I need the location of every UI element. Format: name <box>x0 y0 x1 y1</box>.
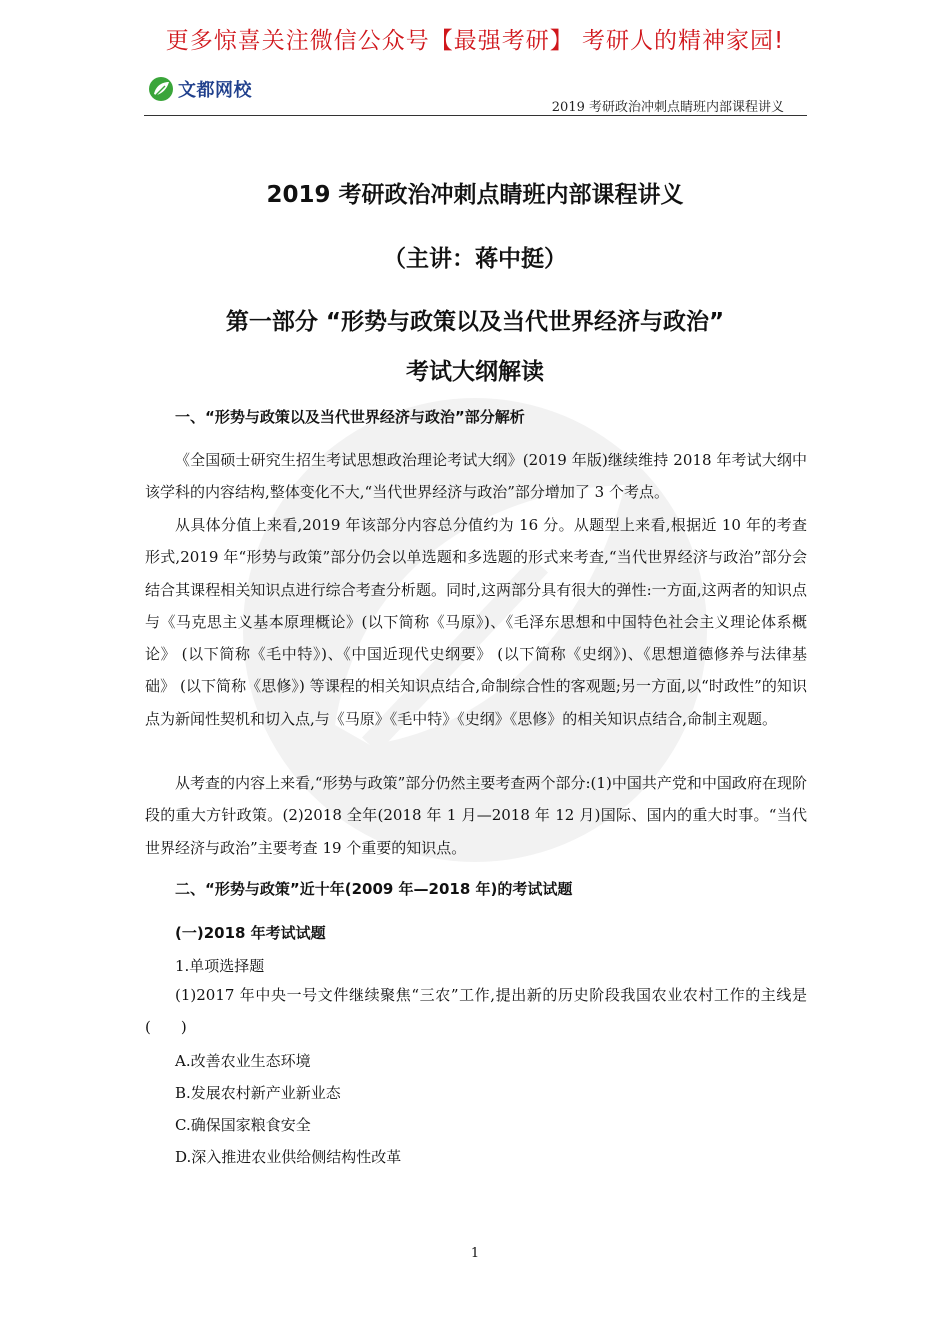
paragraph: 从考查的内容上来看,“形势与政策”部分仍然主要考查两个部分:(1)中国共产党和中国政府在现阶段的重大方针政策。(2)2018 全年(2018 年 1 月—2018 年 12 月)国际、国内的重大时事。“当代世界经济与政治”主要考查 19 个重要的知识点。 <box>145 774 807 857</box>
part-subtitle: 考试大纲解读 <box>406 359 544 385</box>
option-d: D.深入推进农业供给侧结构性改革 <box>175 1148 402 1166</box>
page-number: 1 <box>470 1246 480 1261</box>
question-type: 1.单项选择题 <box>175 957 265 975</box>
running-header-title: 2019 考研政治冲刺点睛班内部课程讲义 <box>551 100 784 115</box>
document-title: 2019 考研政治冲刺点睛班内部课程讲义 <box>266 182 684 208</box>
logo-text: 文都网校 <box>178 80 252 101</box>
lecturer-line: （主讲：蒋中挺） <box>383 246 567 272</box>
question-text: (1)2017 年中央一号文件继续聚焦“三农”工作,提出新的历史阶段我国农业农村工作的主线是( ) <box>145 986 807 1037</box>
option-a: A.改善农业生态环境 <box>175 1052 311 1070</box>
section-2-subheading: (一)2018 年考试试题 <box>175 924 326 942</box>
section-2-heading: 二、“形势与政策”近十年(2009 年—2018 年)的考试试题 <box>175 880 573 898</box>
promo-banner: 更多惊喜关注微信公众号【最强考研】 考研人的精神家园! <box>165 28 785 54</box>
paragraph: 从具体分值上来看,2019 年该部分内容总分值约为 16 分。从题型上来看,根据近 10 年的考查形式,2019 年“形势与政策”部分仍会以单选题和多选题的形式来考查,“当代世界经济与政治”部分会结合其课程相关知识点进行综合考查分析题。同时,这两部分具有很大的弹性:一方面,这两者的知识点与《马克思主义基本原理概论》(以下简称《马原》)、《毛泽东思想和中国特色社会主义理论体系概论》 (以下简称《毛中特》)、《中国近现代史纲要》 (以下简称《史纲》)、《思想道德修养与法律基础》 (以下简称《思修》) 等课程的相关知识点结合,命制综合性的客观题;另一方面,以“时政性”的知识点为新闻性契机和切入点,与《马原》《毛中特》《史纲》《思修》的相关知识点结合,命制主观题。 <box>145 516 807 728</box>
paragraph: 《全国硕士研究生招生考试思想政治理论考试大纲》(2019 年版)继续维持 2018 年考试大纲中该学科的内容结构,整体变化不大,“当代世界经济与政治”部分增加了 3 个考点。 <box>145 451 807 502</box>
part-title: 第一部分 “形势与政策以及当代世界经济与政治” <box>225 309 725 335</box>
option-b: B.发展农村新产业新业态 <box>175 1084 341 1102</box>
option-c: C.确保国家粮食安全 <box>175 1116 311 1134</box>
section-1-heading: 一、“形势与政策以及当代世界经济与政治”部分解析 <box>175 408 525 426</box>
